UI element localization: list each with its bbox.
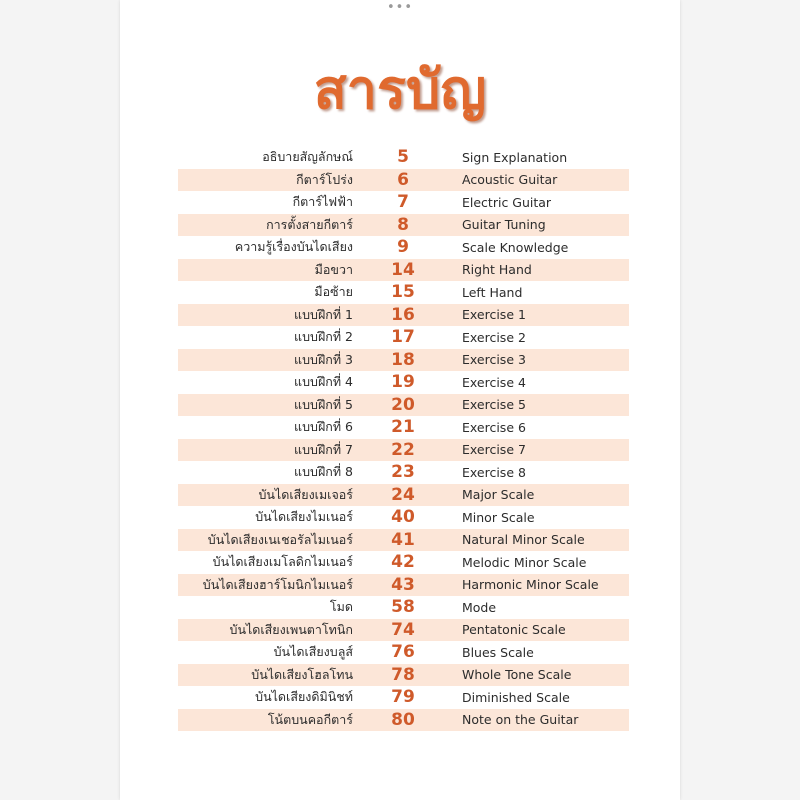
toc-page-number: 24 (391, 484, 415, 505)
toc-row[interactable] (178, 191, 629, 214)
toc-page-number: 9 (397, 237, 409, 258)
toc-thai-label: บันไดเสียงบลูส์ (273, 644, 353, 660)
toc-thai-label: แบบฝึกที่ 7 (294, 441, 353, 457)
toc-page-number: 21 (391, 417, 415, 438)
toc-row[interactable] (178, 416, 629, 439)
toc-thai-label: แบบฝึกที่ 3 (294, 351, 353, 367)
toc-page-number: 14 (391, 259, 415, 280)
toc-page-number: 19 (391, 372, 415, 393)
toc-row[interactable] (178, 169, 629, 192)
toc-english-label: Guitar Tuning (462, 217, 546, 233)
toc-row[interactable] (178, 439, 629, 462)
toc-page-number: 18 (391, 349, 415, 370)
toc-thai-label: กีตาร์ไฟฟ้า (292, 194, 353, 210)
toc-english-label: Exercise 7 (462, 442, 526, 458)
toc-english-label: Acoustic Guitar (462, 172, 558, 188)
toc-english-label: Exercise 3 (462, 352, 526, 368)
toc-row[interactable] (178, 304, 629, 327)
toc-english-label: Minor Scale (462, 509, 535, 525)
toc-english-label: Exercise 6 (462, 419, 526, 435)
toc-thai-label: แบบฝึกที่ 4 (294, 374, 353, 390)
toc-english-label: Major Scale (462, 487, 535, 503)
toc-page-number: 78 (391, 664, 415, 685)
toc-english-label: Harmonic Minor Scale (462, 577, 599, 593)
toc-page-number: 20 (391, 394, 415, 415)
toc-english-label: Pentatonic Scale (462, 622, 566, 638)
toc-page-number: 16 (391, 304, 415, 325)
toc-english-label: Diminished Scale (462, 689, 570, 705)
toc-thai-label: บันไดเสียงเนเชอรัลไมเนอร์ (207, 531, 353, 547)
toc-row[interactable] (178, 484, 629, 507)
page-title: สารบัญ (313, 58, 487, 121)
toc-row[interactable] (178, 281, 629, 304)
toc-thai-label: บันไดเสียงเมโลดิกไมเนอร์ (212, 554, 353, 570)
toc-thai-label: บันไดเสียงดิมินิชท์ (255, 689, 353, 705)
toc-row[interactable] (178, 709, 629, 732)
toc-thai-label: การตั้งสายกีตาร์ (266, 216, 353, 232)
toc-page-number: 5 (397, 147, 409, 168)
toc-thai-label: แบบฝึกที่ 6 (294, 419, 353, 435)
toc-page-number: 8 (397, 214, 409, 235)
toc-page-number: 17 (391, 327, 415, 348)
toc-thai-label: โมด (329, 599, 353, 615)
toc-row[interactable] (178, 529, 629, 552)
toc-page-number: 15 (391, 282, 415, 303)
toc-english-label: Mode (462, 599, 497, 615)
toc-english-label: Right Hand (462, 262, 532, 278)
toc-row[interactable] (178, 686, 629, 709)
toc-row[interactable] (178, 506, 629, 529)
toc-row[interactable] (178, 461, 629, 484)
toc-english-label: Exercise 4 (462, 374, 526, 390)
toc-english-label: Whole Tone Scale (462, 667, 572, 683)
toc-thai-label: บันไดเสียงฮาร์โมนิกไมเนอร์ (202, 576, 353, 592)
toc-thai-label: แบบฝึกที่ 5 (294, 396, 353, 412)
toc-thai-label: บันไดเสียงไมเนอร์ (255, 509, 353, 525)
toc-row[interactable] (178, 551, 629, 574)
toc-thai-label: โน้ตบนคอกีตาร์ (267, 711, 353, 727)
toc-row[interactable] (178, 371, 629, 394)
toc-page-number: 23 (391, 462, 415, 483)
toc-page-number: 80 (391, 709, 415, 730)
toc-page-number: 79 (391, 687, 415, 708)
toc-thai-label: ความรู้เรื่องบันไดเสียง (234, 239, 353, 255)
toc-page-number: 43 (391, 574, 415, 595)
toc-thai-label: มือขวา (314, 261, 353, 277)
toc-english-label: Sign Explanation (462, 149, 568, 165)
toc-page-number: 76 (391, 642, 415, 663)
toc-row[interactable] (178, 641, 629, 664)
toc-thai-label: แบบฝึกที่ 2 (294, 329, 353, 345)
toc-row[interactable] (178, 236, 629, 259)
toc-page-number: 58 (391, 597, 415, 618)
toc-english-label: Exercise 5 (462, 397, 526, 413)
toc-thai-label: บันไดเสียงโฮลโทน (251, 666, 353, 682)
toc-page-number: 41 (391, 529, 415, 550)
toc-english-label: Exercise 2 (462, 329, 526, 345)
toc-english-label: Left Hand (462, 284, 523, 300)
toc-page-number: 7 (397, 192, 409, 213)
toc-thai-label: บันไดเสียงเมเจอร์ (258, 486, 353, 502)
toc-row[interactable] (178, 664, 629, 687)
toc-english-label: Electric Guitar (462, 194, 552, 210)
toc-page-number: 6 (397, 169, 409, 190)
more-options-icon[interactable]: ••• (386, 0, 413, 15)
toc-thai-label: แบบฝึกที่ 8 (294, 464, 353, 480)
toc-thai-label: อธิบายสัญลักษณ์ (262, 149, 353, 165)
toc-thai-label: มือซ้าย (314, 284, 353, 300)
toc-thai-label: แบบฝึกที่ 1 (294, 306, 353, 322)
toc-row[interactable] (178, 259, 629, 282)
toc-english-label: Exercise 8 (462, 464, 526, 480)
table-of-contents (178, 146, 629, 731)
toc-row[interactable] (178, 394, 629, 417)
toc-thai-label: กีตาร์โปร่ง (296, 171, 353, 187)
toc-row[interactable] (178, 214, 629, 237)
toc-english-label: Scale Knowledge (462, 239, 569, 255)
toc-english-label: Natural Minor Scale (462, 532, 585, 548)
toc-page-number: 42 (391, 552, 415, 573)
toc-row[interactable] (178, 574, 629, 597)
toc-row[interactable] (178, 349, 629, 372)
toc-english-label: Exercise 1 (462, 307, 526, 323)
toc-page-number: 22 (391, 439, 415, 460)
document-page (120, 0, 680, 800)
toc-page-number: 74 (391, 619, 415, 640)
toc-row[interactable] (178, 596, 629, 619)
toc-thai-label: บันไดเสียงเพนตาโทนิก (229, 621, 353, 637)
toc-english-label: Note on the Guitar (462, 712, 579, 728)
toc-row[interactable] (178, 146, 629, 169)
toc-page-number: 40 (391, 507, 415, 528)
toc-english-label: Blues Scale (462, 644, 534, 660)
toc-english-label: Melodic Minor Scale (462, 554, 587, 570)
toc-row[interactable] (178, 326, 629, 349)
toc-row[interactable] (178, 619, 629, 642)
